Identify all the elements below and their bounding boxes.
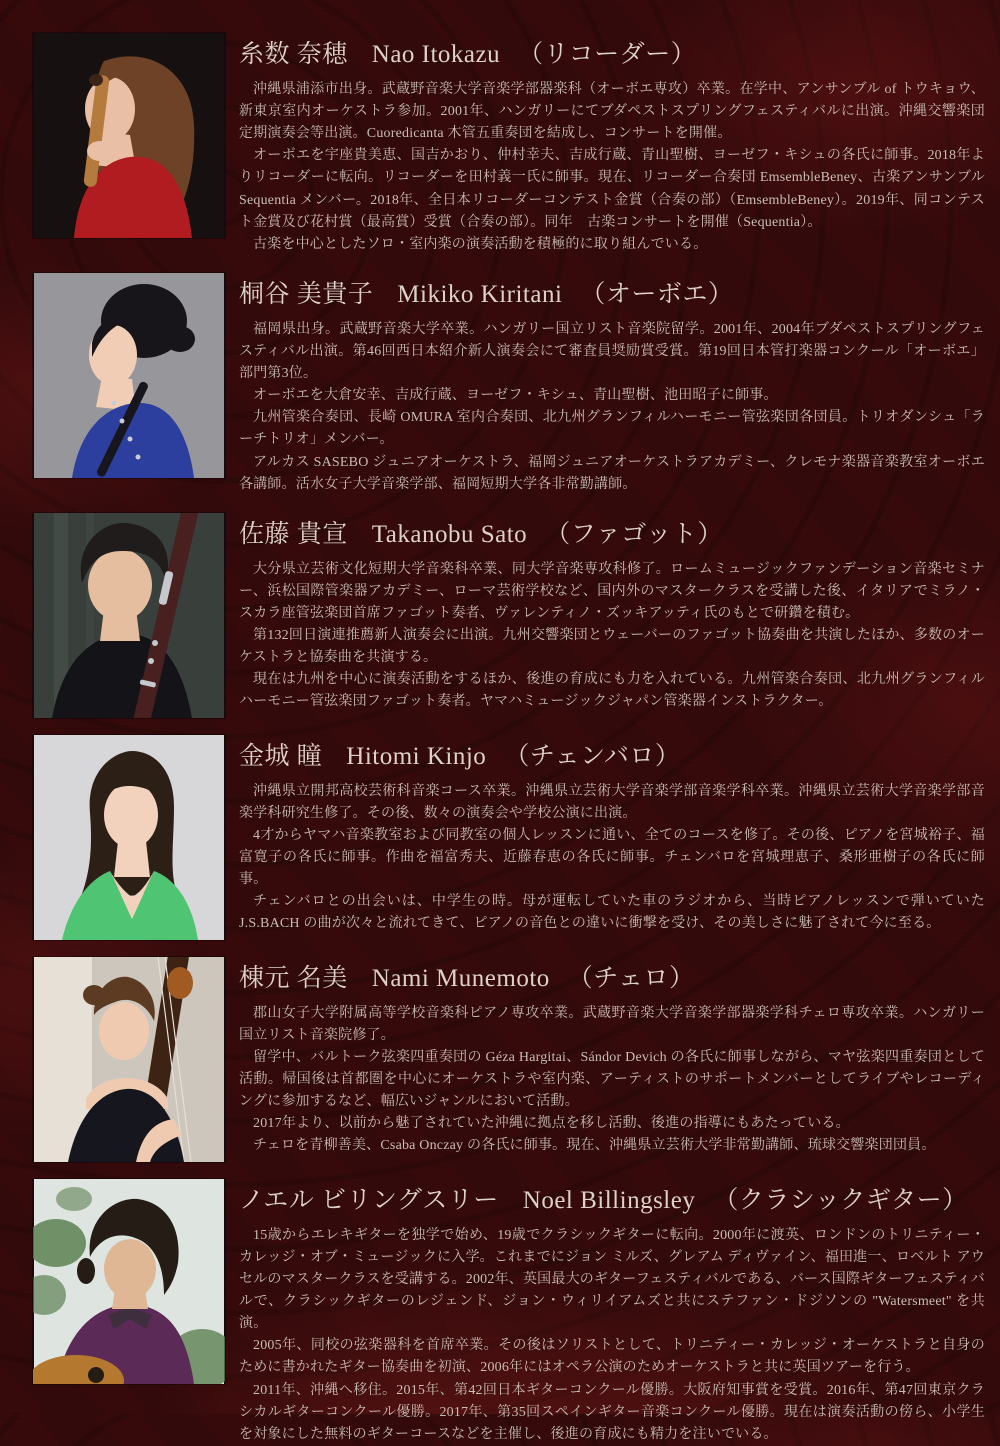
performer-name-en: Nao Itokazu — [371, 41, 501, 68]
bio-paragraph: 福岡県出身。武蔵野音楽大学卒業。ハンガリー国立リスト音楽院留学。2001年、2004年ブダペストスプリングフェスティバル出演。第46回西日本紹介新人演奏会にて審査員奨励賞受賞。第19回日本管打楽器コンクール「オーボエ」部門第3位。 — [239, 321, 985, 382]
photo-takanobu-sato — [33, 513, 225, 718]
bio-paragraph: 古楽を中心としたソロ・室内楽の演奏活動を積極的に取り組んでいる。 — [253, 236, 708, 252]
performer-name-en: Nami Munemoto — [371, 964, 550, 992]
bio-paragraph: アルカス SASEBO ジュニアオーケストラ、福岡ジュニアオーケストラアカデミー、クレモナ楽器音楽教室オーボエ各講師。活水女子大学音楽学部、福岡短期大学各非常勤講師。 — [239, 454, 985, 492]
performer-instrument: （ファゴット） — [545, 520, 723, 548]
bio-paragraph: 九州管楽合奏団、長崎 OMURA 室内合奏団、北九州グランフィルハーモニー管弦楽団各団員。トリオダンシュ「ラーチトリオ」メンバー。 — [239, 410, 985, 448]
performer-heading — [239, 958, 985, 994]
performer-instrument: （チェロ） — [567, 964, 695, 992]
performer-name-ja: 佐藤 貴宣 — [239, 520, 348, 548]
performer-section-itokazu — [33, 33, 985, 256]
performer-name-ja: ノエル ビリングスリー — [239, 1186, 499, 1214]
performer-instrument: （クラシックギター） — [713, 1186, 968, 1214]
performer-heading — [239, 34, 985, 70]
performer-name-en: Noel Billingsley — [522, 1186, 696, 1214]
bio-paragraph: 2011年、沖縄へ移住。2015年、第42回日本ギターコンクール優勝。大阪府知事賞を受賞。2016年、第47回東京クラシカルギターコンクール優勝。2017年、第35回スペインギター音楽コンクール優勝。現在は演奏活動の傍ら、小学生を対象にした無料のギターコースなどを主催し、後進の育成にも精力を注いでいる。 — [239, 1382, 985, 1442]
performer-instrument: （オーボエ） — [580, 280, 734, 308]
bio-billingsley — [239, 1179, 985, 1446]
bio-munemoto — [239, 957, 985, 1162]
performer-name-en: Takanobu Sato — [371, 520, 528, 548]
photo-nao-itokazu — [33, 33, 225, 238]
performer-instrument: （リコーダー） — [518, 41, 697, 68]
performer-instrument: （チェンバロ） — [504, 742, 681, 770]
bio-kinjo — [239, 735, 985, 940]
bio-paragraph: 2017年より、以前から魅了されていた沖縄に拠点を移し活動、後進の指導にもあたっている。 — [253, 1116, 850, 1132]
performer-heading — [239, 736, 985, 772]
performer-heading — [239, 514, 985, 550]
photo-nami-munemoto — [33, 957, 225, 1162]
bio-paragraph: 4才からヤマハ音楽教室および同教室の個人レッスンに通い、全てのコースを修了。その後、ピアノを宮城裕子、福富寛子の各氏に師事。作曲を福富秀夫、近藤春恵の各氏に師事。チェンバロを宮城理恵子、桑形亜樹子の各氏に師事。 — [239, 827, 985, 888]
bio-paragraph: チェンバロとの出会いは、中学生の時。母が運転していた車のラジオから、当時ピアノレッスンで弾いていた J.S.BACH の曲が次々と流れてきて、ピアノの音色との違いに衝撃を受け、その美しさに魅了されて今に至る。 — [239, 894, 985, 932]
performer-section-sato — [33, 513, 985, 718]
performer-section-kiritani — [33, 273, 985, 496]
bio-paragraph: チェロを青柳善美、Csaba Onczay の各氏に師事。現在、沖縄県立芸術大学非常勤講師、琉球交響楽団団員。 — [253, 1138, 936, 1154]
recorder-player-photo-illustration — [33, 33, 225, 238]
photo-noel-billingsley — [33, 1179, 225, 1384]
oboist-photo-illustration — [33, 273, 225, 478]
guitarist-photo-illustration — [33, 1179, 225, 1384]
bio-paragraph: オーボエを大倉安幸、吉成行蔵、ヨーゼフ・キシュ、青山聖樹、池田昭子に師事。 — [253, 388, 778, 404]
performer-section-kinjo — [33, 735, 985, 940]
performer-name-ja: 桐谷 美貴子 — [239, 280, 374, 308]
photo-hitomi-kinjo — [33, 735, 225, 940]
bio-paragraph: 沖縄県浦添市出身。武蔵野音楽大学音楽学部器楽科（オーボエ専攻）卒業。在学中、アンサンブル of トウキョウ、新東京室内オーケストラ参加。2001年、ハンガリーにてブダペストスプリングフェスティバルに出演。沖縄交響楽団定期演奏会等出演。Cuoredicanta 木管五重奏団を結成し、コンサートを開催。 — [239, 82, 985, 142]
performer-name-en: Mikiko Kiritani — [397, 280, 563, 308]
bio-paragraph: 沖縄県立開邦高校芸術科音楽コース卒業。沖縄県立芸術大学音楽学部音楽学科卒業。沖縄県立芸術大学音楽学部音楽学科研究生修了。その後、数々の演奏会や学校公演に出演。 — [239, 783, 985, 821]
bio-paragraph: オーボエを宇座貴美恵、国吉かおり、仲村幸夫、吉成行蔵、青山聖樹、ヨーゼフ・キシュの各氏に師事。2018年よりリコーダーに転向。リコーダーを田村義一氏に師事。現在、リコーダー合奏団 EmsembleBeney、古楽アンサンブル Sequentia メンバー。2018年、全日本リコーダーコンテスト金賞（合奏の部）（EmsembleBeney）。2019年、同コンテスト金賞及び花村賞（最高賞）受賞（合奏の部）。同年 古楽コンサートを開催（Sequentia）。 — [239, 148, 985, 230]
cellist-photo-illustration — [33, 957, 225, 1162]
performer-heading — [239, 1180, 985, 1216]
performer-section-billingsley — [33, 1179, 985, 1446]
bio-paragraph: 2005年、同校の弦楽器科を首席卒業。その後はソリストとして、トリニティー・カレッジ・オーケストラと自身のために書かれたギター協奏曲を初演、2006年にはオペラ公演のためオーケストラと共に英国ツアーを行う。 — [239, 1338, 985, 1376]
bio-sato — [239, 513, 985, 718]
performer-name-en: Hitomi Kinjo — [346, 742, 487, 770]
bio-kiritani — [239, 273, 985, 496]
bio-paragraph: 大分県立芸術文化短期大学音楽科卒業、同大学音楽専攻科修了。ロームミュージックファンデーション音楽セミナー、浜松国際管楽器アカデミー、ローマ芸術学校など、国内外のマスタークラスを受講した後、イタリアでミラノ・スカラ座管弦楽団首席ファゴット奏者、ヴァレンティノ・ズッキアッティ氏のもとで研鑽を積む。 — [239, 561, 985, 621]
performer-name-ja: 棟元 名美 — [239, 964, 348, 992]
bassoonist-photo-illustration — [33, 513, 225, 718]
photo-mikiko-kiritani — [33, 273, 225, 478]
performer-heading — [239, 274, 985, 310]
bio-paragraph: 第132回日演連推薦新人演奏会に出演。九州交響楽団とウェーバーのファゴット協奏曲を共演したほか、多数のオーケストラと協奏曲を共演する。 — [239, 628, 985, 666]
performer-name-ja: 糸数 奈穂 — [239, 41, 348, 68]
bio-paragraph: 郡山女子大学附属高等学校音楽科ピアノ専攻卒業。武蔵野音楽大学音楽学部器楽学科チェロ専攻卒業。ハンガリー国立リスト音楽院修了。 — [239, 1005, 985, 1043]
bio-paragraph: 現在は九州を中心に演奏活動をするほか、後進の育成にも力を入れている。九州管楽合奏団、北九州グランフィルハーモニー管弦楽団ファゴット奏者。ヤマハミュージックジャパン管楽器インストラクター。 — [239, 672, 985, 710]
bio-paragraph: 留学中、バルトーク弦楽四重奏団の Géza Hargitai、Sándor Devich の各氏に師事しながら、マヤ弦楽四重奏団として活動。帰国後は首都圏を中心にオーケストラや室内楽、アーティストのサポートメンバーとしてライブやレコーディングに参加するなど、幅広いジャンルにおいて活動。 — [239, 1049, 985, 1110]
performer-name-ja: 金城 瞳 — [239, 742, 323, 770]
bio-itokazu — [239, 33, 985, 256]
bio-paragraph: 15歳からエレキギターを独学で始め、19歳でクラシックギターに転向。2000年に渡英、ロンドンのトリニティー・カレッジ・オブ・ミュージックに入学。これまでにジョン ミルズ、グレアム ディヴァイン、福田進一、ロベルト アウセルのマスタークラスを受講する。2002年、英国最大のギターフェスティバルである、バース国際ギターフェスティバルで、クラシックギターのレジェンド、ジョン・ウィリイアムズと共にステファン・ドジソンの "Watersmeet" を共演。 — [239, 1227, 985, 1332]
performer-section-munemoto — [33, 957, 985, 1162]
harpsichordist-photo-illustration — [33, 735, 225, 940]
